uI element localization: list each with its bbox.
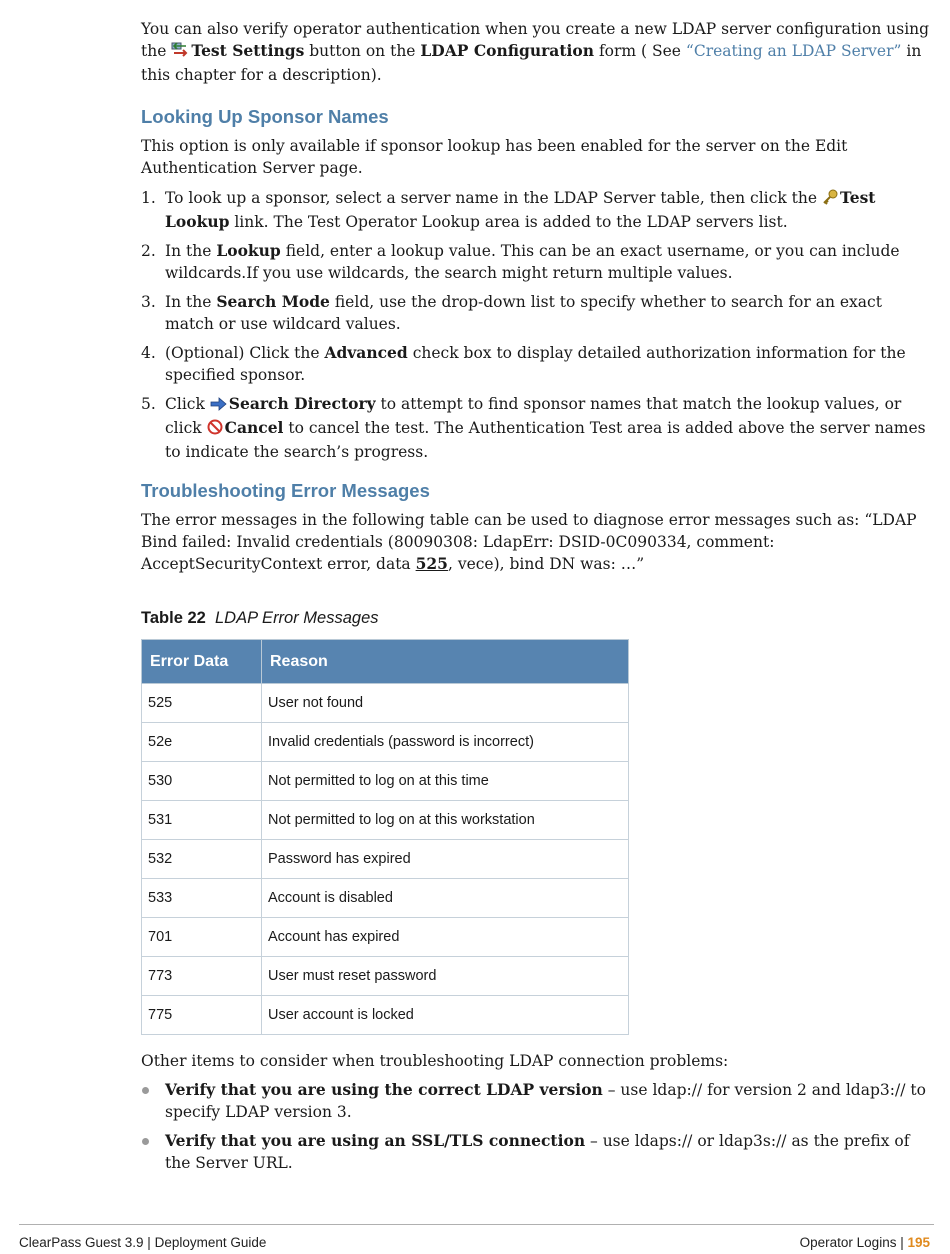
footer-divider [19,1224,934,1225]
test-settings-label: Test Settings [191,41,305,60]
error-data-cell: 773 [142,957,262,996]
footer-chapter: Operator Logins | [799,1235,908,1250]
error-data-cell: 530 [142,762,262,801]
step-number: 4. [141,344,156,362]
table-row [142,879,629,918]
table-header-row [142,640,629,684]
reason-cell: Not permitted to log on at this time [262,762,629,801]
section-heading-troubleshooting: Troubleshooting Error Messages [141,480,430,501]
step-text: In the [165,293,217,311]
table-row [142,723,629,762]
step-text: field, enter a lookup value. This can be an exact username, or you can include wildcards.If you use wildcards, the search might return multiple values. [165,242,900,282]
reason-cell: User account is locked [262,996,629,1035]
test-lookup-link-label: Test Lookup [165,188,876,231]
error-data-cell: 52e [142,723,262,762]
page-content [141,18,931,1181]
list-item [141,1079,931,1123]
list-item [141,393,931,463]
intro-text: You can also verify operator authentication when you create a new LDAP server configuration using the [141,20,930,60]
list-item [141,342,931,386]
table-row [142,762,629,801]
bullet-title: Verify that you are using an SSL/TLS connection [165,1131,586,1150]
bullet-icon [142,1138,149,1145]
bullet-title: Verify that you are using the correct LDAP version [165,1080,603,1099]
arrow-right-icon [210,395,227,417]
list-item [141,240,931,284]
step-text: field, use the drop-down list to specify whether to search for an exact match or use wildcard values. [165,293,882,333]
other-items-paragraph: Other items to consider when troubleshooting LDAP connection problems: [141,1052,729,1070]
table-row [142,996,629,1035]
key-icon [822,189,838,211]
table-row [142,801,629,840]
reason-cell: Account has expired [262,918,629,957]
creating-ldap-server-link[interactable]: “Creating an LDAP Server” [685,42,902,60]
test-settings-icon [171,42,189,64]
bullet-text: – use ldap:// for version 2 and ldap3:// to specify LDAP version 3. [165,1081,926,1121]
troubleshooting-paragraph [141,509,931,575]
sponsor-lookup-paragraph: This option is only available if sponsor lookup has been enabled for the server on the Edit Authentication Server page. [141,137,848,177]
intro-text: button on the [304,42,421,60]
reason-cell: User must reset password [262,957,629,996]
reason-cell: Password has expired [262,840,629,879]
step-text: Click [165,395,210,413]
page-footer [19,1235,934,1250]
error-code: 525 [415,554,448,573]
lookup-field-label: Lookup [216,241,281,260]
table-row [142,918,629,957]
cancel-label: Cancel [224,418,284,437]
error-data-cell: 701 [142,918,262,957]
considerations-list [141,1079,931,1174]
table-title: LDAP Error Messages [214,609,379,627]
paragraph-text: , vece), bind DN was: …” [447,555,645,573]
error-data-cell: 533 [142,879,262,918]
reason-cell: Invalid credentials (password is incorrect) [262,723,629,762]
reason-cell: Not permitted to log on at this workstation [262,801,629,840]
table-row [142,957,629,996]
search-mode-label: Search Mode [216,292,330,311]
bullet-text: – use ldaps:// or ldap3s:// as the prefix of the Server URL. [165,1132,910,1172]
step-text: to cancel the test. The Authentication Test area is added above the server names to indicate the search’s progress. [165,419,926,461]
footer-right [800,1235,930,1250]
column-header: Reason [262,640,629,684]
step-number: 2. [141,242,156,260]
footer-guide-title: ClearPass Guest 3.9 | Deployment Guide [19,1235,267,1250]
page-number: 195 [907,1235,930,1250]
error-data-cell: 525 [142,684,262,723]
reason-cell: User not found [262,684,629,723]
step-number: 3. [141,293,156,311]
step-number: 1. [141,189,156,207]
error-data-cell: 532 [142,840,262,879]
bullet-icon [142,1087,149,1094]
ldap-configuration-label: LDAP Configuration [420,41,595,60]
step-number: 5. [141,395,156,413]
table-caption [141,609,931,628]
intro-paragraph [141,18,931,86]
step-text: To look up a sponsor, select a server name in the LDAP Server table, then click the [165,189,822,207]
error-data-cell: 531 [142,801,262,840]
ldap-error-table [141,639,629,1035]
reason-cell: Account is disabled [262,879,629,918]
table-row [142,684,629,723]
column-header: Error Data [142,640,262,684]
steps-list [141,187,931,463]
table-row [142,840,629,879]
step-text: to attempt to find sponsor names that match the lookup values, or click [165,395,902,437]
step-text: In the [165,242,217,260]
search-directory-label: Search Directory [228,394,376,413]
error-data-cell: 775 [142,996,262,1035]
advanced-label: Advanced [324,343,408,362]
paragraph-text: The error messages in the following table can be used to diagnose error messages such as: “LDAP Bind failed: Invalid credentials (80090308: LdapErr: DSID-0C090334, comment: AcceptSecurityContext error, data [141,511,917,573]
list-item [141,291,931,335]
intro-text: in this chapter for a description). [141,42,922,84]
intro-text: form ( See [594,42,686,60]
cancel-icon [207,419,223,441]
list-item [141,187,931,233]
table-number: Table 22 [141,609,206,627]
step-text: (Optional) Click the [165,344,325,362]
step-text: link. The Test Operator Lookup area is added to the LDAP servers list. [229,213,788,231]
section-heading-sponsor-names: Looking Up Sponsor Names [141,106,389,127]
list-item [141,1130,931,1174]
step-text: check box to display detailed authorization information for the specified sponsor. [165,344,906,384]
